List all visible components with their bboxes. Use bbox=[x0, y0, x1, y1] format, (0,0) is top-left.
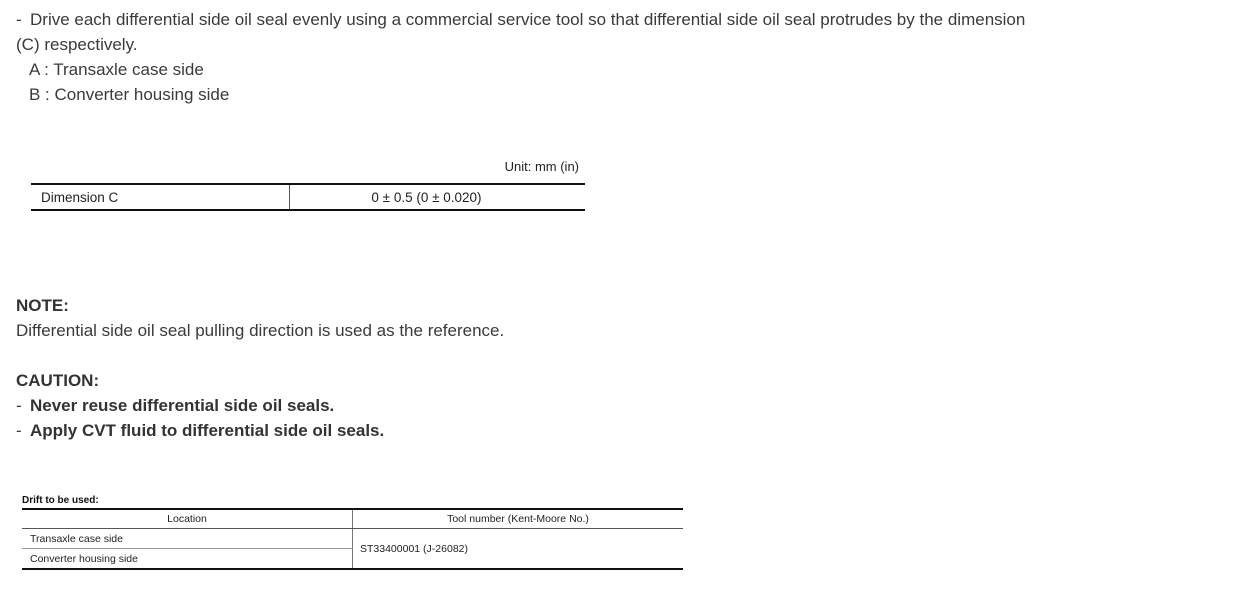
note-heading: NOTE: bbox=[16, 296, 69, 315]
caution-heading: CAUTION: bbox=[16, 371, 100, 390]
item-a: A : Transaxle case side bbox=[29, 60, 204, 79]
drift-table bbox=[22, 508, 683, 570]
caution-item bbox=[16, 393, 334, 418]
location-cell: Converter housing side bbox=[22, 549, 353, 570]
dimension-unit-label: Unit: mm (in) bbox=[504, 159, 579, 174]
caution-item bbox=[16, 418, 384, 443]
dimension-label-cell: Dimension C bbox=[31, 184, 290, 210]
bullet-dash: - bbox=[16, 396, 22, 415]
location-cell: Transaxle case side bbox=[22, 529, 353, 549]
instruction-line-2: (C) respectively. bbox=[16, 35, 138, 54]
drift-table-caption: Drift to be used: bbox=[22, 495, 99, 506]
dimension-value-cell: 0 ± 0.5 (0 ± 0.020) bbox=[290, 184, 586, 210]
instruction-line-1 bbox=[16, 7, 1025, 32]
bullet-dash: - bbox=[16, 10, 22, 29]
bullet-dash: - bbox=[16, 421, 22, 440]
note-text: Differential side oil seal pulling direction is used as the reference. bbox=[16, 321, 505, 340]
table-row bbox=[31, 184, 585, 210]
location-header: Location bbox=[22, 509, 353, 529]
instruction-text-1: Drive each differential side oil seal evenly using a commercial service tool so that differential side oil seal protrudes by the dimension bbox=[30, 10, 1026, 29]
dimension-table bbox=[31, 183, 585, 211]
item-b: B : Converter housing side bbox=[29, 85, 230, 104]
table-row bbox=[22, 529, 683, 549]
table-header-row bbox=[22, 509, 683, 529]
caution-item-text: Never reuse differential side oil seals. bbox=[30, 396, 335, 415]
tool-number-header: Tool number (Kent-Moore No.) bbox=[353, 509, 684, 529]
caution-item-text: Apply CVT fluid to differential side oil seals. bbox=[30, 421, 385, 440]
tool-number-cell: ST33400001 (J-26082) bbox=[353, 529, 684, 570]
